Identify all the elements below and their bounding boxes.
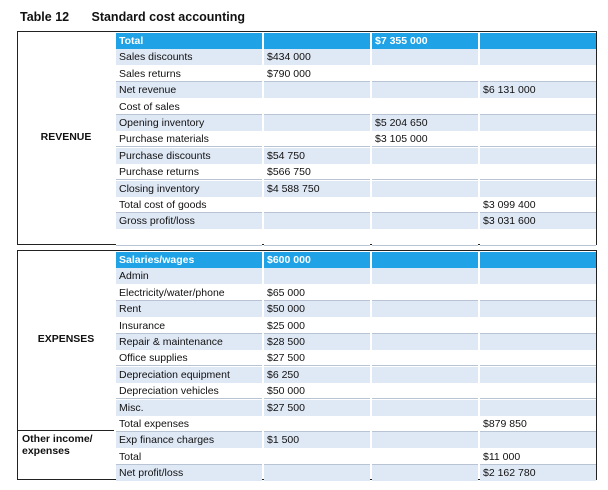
row-label: Gross profit/loss [116, 213, 262, 229]
amount-cell: $3 031 600 [480, 213, 596, 229]
row-label: Opening inventory [116, 115, 262, 131]
row-label: Purchase materials [116, 131, 262, 147]
row-label: Closing inventory [116, 181, 262, 197]
revenue-block [17, 31, 597, 245]
table-row [18, 350, 596, 366]
amount-cell [372, 285, 478, 301]
section-divider [18, 430, 114, 431]
row-label: Depreciation equipment [116, 367, 262, 383]
row-label: Net revenue [116, 82, 262, 98]
row-label: Repair & maintenance [116, 334, 262, 350]
amount-cell [372, 49, 478, 65]
table-row [18, 66, 596, 82]
row-label: Total [116, 33, 262, 49]
row-label: Exp finance charges [116, 432, 262, 448]
table-row [18, 164, 596, 180]
amount-cell [480, 432, 596, 448]
row-label: Total expenses [116, 416, 262, 432]
table-row [18, 49, 596, 65]
amount-cell [480, 367, 596, 383]
amount-cell [372, 432, 478, 448]
row-label: Salaries/wages [116, 252, 262, 268]
row-label: Total cost of goods [116, 197, 262, 213]
amount-cell: $3 105 000 [372, 131, 478, 147]
amount-cell [372, 350, 478, 366]
amount-cell [480, 164, 596, 180]
table-caption: Standard cost accounting [91, 10, 245, 24]
amount-cell [372, 66, 478, 82]
amount-cell: $3 099 400 [480, 197, 596, 213]
amount-cell [372, 334, 478, 350]
amount-cell [480, 66, 596, 82]
amount-cell [372, 99, 478, 115]
table-row [18, 213, 596, 229]
table-row [18, 181, 596, 197]
amount-cell: $1 500 [264, 432, 370, 448]
amount-cell [264, 115, 370, 131]
amount-cell: $2 162 780 [480, 465, 596, 481]
amount-cell [264, 99, 370, 115]
amount-cell [264, 197, 370, 213]
row-label: Cost of sales [116, 99, 262, 115]
table-row [18, 268, 596, 284]
table-row [18, 318, 596, 334]
amount-cell: $566 750 [264, 164, 370, 180]
amount-cell [372, 252, 478, 268]
amount-cell: $50 000 [264, 301, 370, 317]
table-row [18, 301, 596, 317]
row-label: Sales discounts [116, 49, 262, 65]
amount-cell [480, 400, 596, 416]
amount-cell [480, 334, 596, 350]
amount-cell: $6 131 000 [480, 82, 596, 98]
amount-cell [372, 400, 478, 416]
row-label: Admin [116, 268, 262, 284]
section-label: Other income/ expenses [22, 433, 93, 457]
amount-cell [480, 33, 596, 49]
table-row [18, 148, 596, 164]
amount-cell [264, 465, 370, 481]
row-label: Insurance [116, 318, 262, 334]
table-row [18, 197, 596, 213]
amount-cell [480, 383, 596, 399]
amount-cell [480, 252, 596, 268]
amount-cell [480, 350, 596, 366]
amount-cell [372, 449, 478, 465]
amount-cell [372, 82, 478, 98]
amount-cell [264, 82, 370, 98]
amount-cell: $54 750 [264, 148, 370, 164]
row-label: Office supplies [116, 350, 262, 366]
amount-cell: $600 000 [264, 252, 370, 268]
amount-cell: $879 850 [480, 416, 596, 432]
table-row [18, 285, 596, 301]
amount-cell: $65 000 [264, 285, 370, 301]
amount-cell [372, 416, 478, 432]
table-row [18, 99, 596, 115]
table-row [18, 400, 596, 416]
amount-cell: $4 588 750 [264, 181, 370, 197]
amount-cell [480, 285, 596, 301]
table-row [18, 465, 596, 481]
table-title [20, 10, 245, 24]
amount-cell [372, 164, 478, 180]
amount-cell [372, 301, 478, 317]
table-header-row [18, 33, 596, 49]
amount-cell: $11 000 [480, 449, 596, 465]
section-label: EXPENSES [37, 333, 95, 345]
row-label: Purchase returns [116, 164, 262, 180]
amount-cell [480, 318, 596, 334]
amount-cell [372, 318, 478, 334]
amount-cell [480, 181, 596, 197]
amount-cell [264, 416, 370, 432]
amount-cell: $790 000 [264, 66, 370, 82]
table-header-row [18, 252, 596, 268]
amount-cell: $50 000 [264, 383, 370, 399]
row-label: Depreciation vehicles [116, 383, 262, 399]
amount-cell: $28 500 [264, 334, 370, 350]
amount-cell: $27 500 [264, 400, 370, 416]
amount-cell [372, 367, 478, 383]
table-row [18, 82, 596, 98]
amount-cell [480, 49, 596, 65]
expenses-block [17, 250, 597, 480]
amount-cell [480, 131, 596, 147]
table-row [18, 115, 596, 131]
amount-cell [480, 268, 596, 284]
amount-cell: $434 000 [264, 49, 370, 65]
amount-cell: $27 500 [264, 350, 370, 366]
amount-cell [264, 33, 370, 49]
amount-cell [264, 230, 370, 246]
amount-cell [372, 213, 478, 229]
row-label: Sales returns [116, 66, 262, 82]
table-number: Table 12 [20, 10, 70, 24]
amount-cell [264, 449, 370, 465]
amount-cell [480, 230, 596, 246]
amount-cell: $5 204 650 [372, 115, 478, 131]
row-label: Electricity/water/phone [116, 285, 262, 301]
amount-cell [480, 301, 596, 317]
amount-cell [264, 131, 370, 147]
row-label: Total [116, 449, 262, 465]
section-label: REVENUE [40, 131, 92, 143]
row-label: Purchase discounts [116, 148, 262, 164]
amount-cell [372, 383, 478, 399]
table-row [18, 230, 596, 246]
row-label: Misc. [116, 400, 262, 416]
amount-cell [264, 213, 370, 229]
amount-cell: $25 000 [264, 318, 370, 334]
amount-cell [372, 197, 478, 213]
amount-cell: $7 355 000 [372, 33, 478, 49]
row-label: Rent [116, 301, 262, 317]
amount-cell [480, 115, 596, 131]
amount-cell [372, 148, 478, 164]
amount-cell [372, 230, 478, 246]
row-label [116, 230, 262, 246]
table-row [18, 367, 596, 383]
table-row [18, 383, 596, 399]
amount-cell: $6 250 [264, 367, 370, 383]
row-label: Net profit/loss [116, 465, 262, 481]
amount-cell [264, 268, 370, 284]
amount-cell [372, 268, 478, 284]
amount-cell [372, 181, 478, 197]
amount-cell [480, 148, 596, 164]
amount-cell [372, 465, 478, 481]
amount-cell [480, 99, 596, 115]
